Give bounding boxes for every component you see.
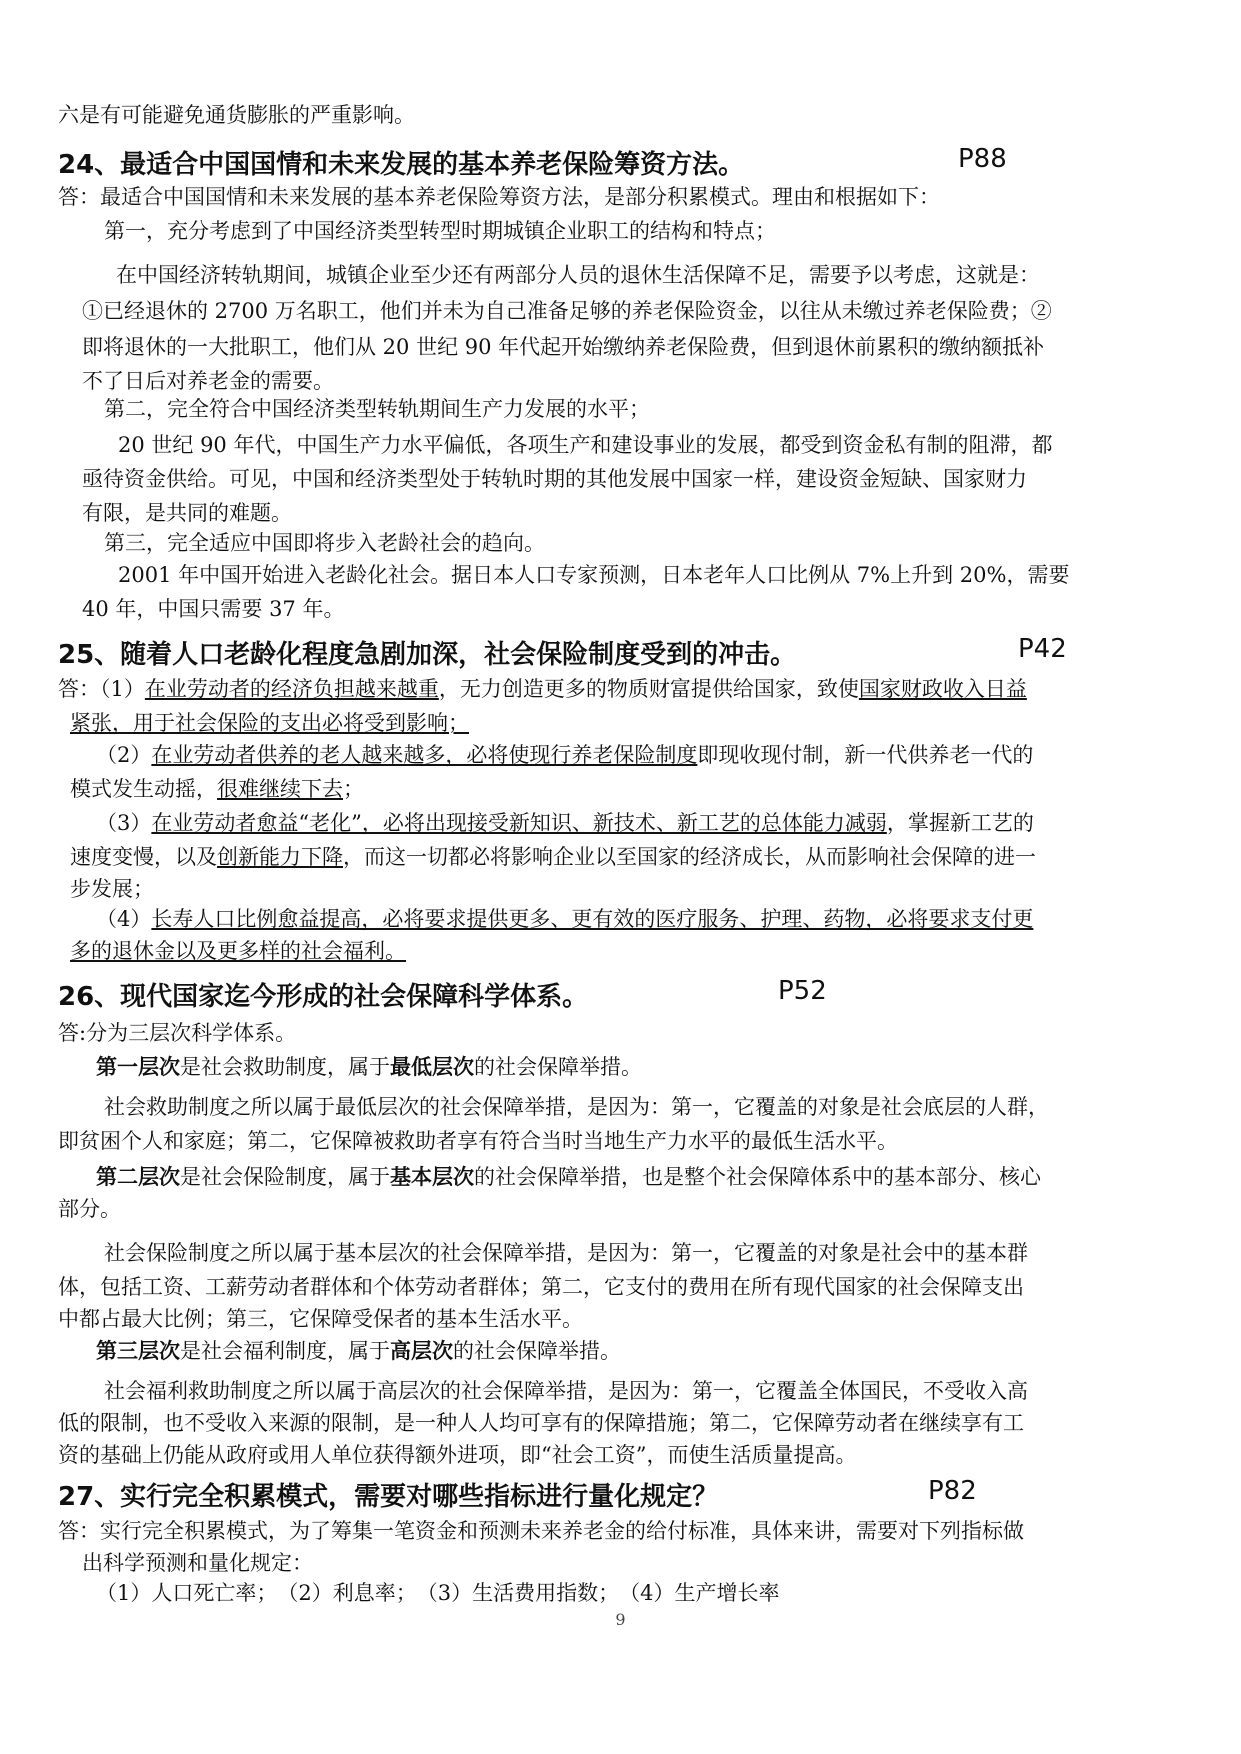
answer-text: （2） — [96, 743, 152, 767]
answer-text: 是社会救助制度，属于 — [180, 1055, 390, 1079]
question-25-heading — [58, 634, 1208, 671]
answer-text: （3） — [96, 811, 152, 835]
underlined-text: 多的退休金以及更多样的社会福利。 — [70, 939, 406, 963]
answer-line: 即贫困个人和家庭；第二，它保障被救助者享有符合当时当地生产力水平的最低生活水平。 — [58, 1129, 898, 1153]
answer-line: 答:分为三层次科学体系。 — [58, 1021, 297, 1045]
answer-line: 第三，完全适应中国即将步入老龄社会的趋向。 — [104, 531, 545, 555]
bold-term: 第三层次 — [96, 1339, 180, 1363]
question-title: 25、随着人口老龄化程度急剧加深，社会保险制度受到的冲击。 — [58, 640, 797, 670]
answer-line: 社会福利救助制度之所以属于高层次的社会保障举措，是因为：第一，它覆盖全体国民，不受收入高 — [104, 1379, 1028, 1403]
bold-term: 高层次 — [390, 1339, 453, 1363]
answer-line: 即将退休的一大批职工，他们从 20 世纪 90 年代起开始缴纳养老保险费，但到退休前累积的缴纳额抵补 — [82, 335, 1045, 359]
answer-line: 20 世纪 90 年代，中国生产力水平偏低，各项生产和建设事业的发展，都受到资金私有制的阻滞，都 — [118, 433, 1053, 457]
answer-line — [70, 840, 1220, 875]
page-reference: P52 — [778, 976, 827, 1006]
answer-text: 的社会保障举措。 — [474, 1055, 642, 1079]
answer-line: 40 年，中国只需要 37 年。 — [82, 597, 345, 621]
underlined-text: 国家财政收入日益 — [858, 677, 1027, 701]
answer-line: 不了日后对养老金的需要。 — [82, 369, 334, 393]
question-27-heading — [58, 1476, 1208, 1513]
answer-text: ，无力创造更多的物质财富提供给国家，致使 — [438, 677, 859, 701]
bold-term: 第二层次 — [96, 1165, 180, 1189]
answer-line: 部分。 — [58, 1197, 121, 1221]
answer-text: （4） — [96, 907, 152, 931]
answer-line: 中都占最大比例；第三，它保障受保者的基本生活水平。 — [58, 1307, 583, 1331]
answer-line — [96, 1160, 1241, 1195]
underlined-text: 长寿人口比例愈益提高，必将要求提供更多、更有效的医疗服务、护理、药物，必将要求支付更 — [151, 907, 1034, 931]
answer-line: 有限，是共同的难题。 — [82, 501, 292, 525]
page-number: 9 — [615, 1610, 626, 1629]
answer-line: 步发展； — [70, 877, 154, 901]
answer-line — [58, 672, 1208, 707]
answer-line — [96, 738, 1241, 773]
answer-line: ①已经退休的 2700 万名职工，他们并未为自己准备足够的养老保险资金，以往从未缴过养老保险费；② — [82, 299, 1052, 323]
answer-line — [70, 772, 1220, 807]
answer-line — [96, 806, 1241, 841]
answer-line — [96, 1334, 1241, 1369]
answer-line: 第二，完全符合中国经济类型转轨期间生产力发展的水平； — [104, 397, 650, 421]
answer-line: （1）人口死亡率； （2）利息率； （3）生活费用指数； （4）生产增长率 — [96, 1581, 780, 1605]
answer-text: ，掌握新工艺的 — [886, 811, 1034, 835]
answer-text: ； — [343, 777, 364, 801]
answer-text: 的社会保障举措，也是整个社会保障体系中的基本部分、核心 — [474, 1165, 1041, 1189]
underlined-text: 很难继续下去 — [217, 777, 343, 801]
answer-line: 低的限制，也不受收入来源的限制，是一种人人均可享有的保障措施；第二，它保障劳动者在继续享有工 — [58, 1411, 1024, 1435]
underlined-text: 创新能力下降 — [217, 845, 343, 869]
question-24-heading — [58, 144, 1208, 181]
underlined-text: 在业劳动者的经济负担越来越重 — [144, 677, 439, 701]
answer-text: 的社会保障举措。 — [453, 1339, 621, 1363]
bold-term: 基本层次 — [390, 1165, 474, 1189]
underlined-text: 紧张，用于社会保险的支出必将受到影响； — [70, 711, 469, 735]
answer-text: 即现收现付制，新一代供养老一代的 — [697, 743, 1034, 767]
underlined-text: 在业劳动者供养的老人越来越多，必将使现行养老保险制度 — [151, 743, 698, 767]
answer-text: 是社会保险制度，属于 — [180, 1165, 390, 1189]
answer-text: 是社会福利制度，属于 — [180, 1339, 390, 1363]
question-26-heading — [58, 976, 1208, 1013]
answer-line: 答：最适合中国国情和未来发展的基本养老保险筹资方法，是部分积累模式。理由和根据如下： — [58, 185, 940, 209]
answer-line: 社会保险制度之所以属于基本层次的社会保障举措，是因为：第一，它覆盖的对象是社会中的基本群 — [104, 1241, 1028, 1265]
answer-text: 速度变慢，以及 — [70, 845, 217, 869]
bold-term: 最低层次 — [390, 1055, 474, 1079]
answer-line: 第一，充分考虑到了中国经济类型转型时期城镇企业职工的结构和特点； — [104, 219, 776, 243]
question-title: 24、最适合中国国情和未来发展的基本养老保险筹资方法。 — [58, 150, 745, 180]
answer-line: 体，包括工资、工薪劳动者群体和个体劳动者群体；第二，它支付的费用在所有现代国家的社会保障支出 — [58, 1275, 1024, 1299]
question-title: 27、实行完全积累模式，需要对哪些指标进行量化规定？ — [58, 1482, 719, 1512]
answer-line: 资的基础上仍能从政府或用人单位获得额外进项，即“社会工资”，而使生活质量提高。 — [58, 1443, 857, 1467]
answer-line — [96, 902, 1241, 937]
answer-line — [96, 1050, 1241, 1085]
answer-line: 2001 年中国开始进入老龄化社会。据日本人口专家预测，日本老年人口比例从 7%上升到 20%，需要 — [118, 563, 1070, 587]
answer-line: 答：实行完全积累模式，为了筹集一笔资金和预测未来养老金的给付标准，具体来讲，需要对下列指标做 — [58, 1519, 1024, 1543]
answer-text: 答：（1） — [58, 677, 145, 701]
paragraph: 六是有可能避免通货膨胀的严重影响。 — [58, 103, 415, 127]
answer-line: 出科学预测和量化规定： — [82, 1551, 313, 1575]
answer-line: 在中国经济转轨期间，城镇企业至少还有两部分人员的退休生活保障不足，需要予以考虑，这就是： — [116, 263, 1040, 287]
answer-line — [70, 706, 1220, 741]
answer-text: ，而这一切都必将影响企业以至国家的经济成长，从而影响社会保障的进一 — [343, 845, 1036, 869]
answer-line: 社会救助制度之所以属于最低层次的社会保障举措，是因为：第一，它覆盖的对象是社会底层的人群， — [104, 1095, 1049, 1119]
page-reference: P88 — [958, 144, 1007, 174]
page-reference: P42 — [1018, 634, 1067, 664]
page-reference: P82 — [928, 1476, 977, 1506]
answer-text: 模式发生动摇， — [70, 777, 217, 801]
answer-line — [70, 934, 1220, 969]
answer-line: 亟待资金供给。可见，中国和经济类型处于转轨时期的其他发展中国家一样，建设资金短缺、国家财力 — [82, 467, 1027, 491]
underlined-text: 在业劳动者愈益“老化”，必将出现接受新知识、新技术、新工艺的总体能力减弱 — [151, 811, 887, 835]
question-title: 26、现代国家迄今形成的社会保障科学体系。 — [58, 982, 589, 1012]
bold-term: 第一层次 — [96, 1055, 180, 1079]
